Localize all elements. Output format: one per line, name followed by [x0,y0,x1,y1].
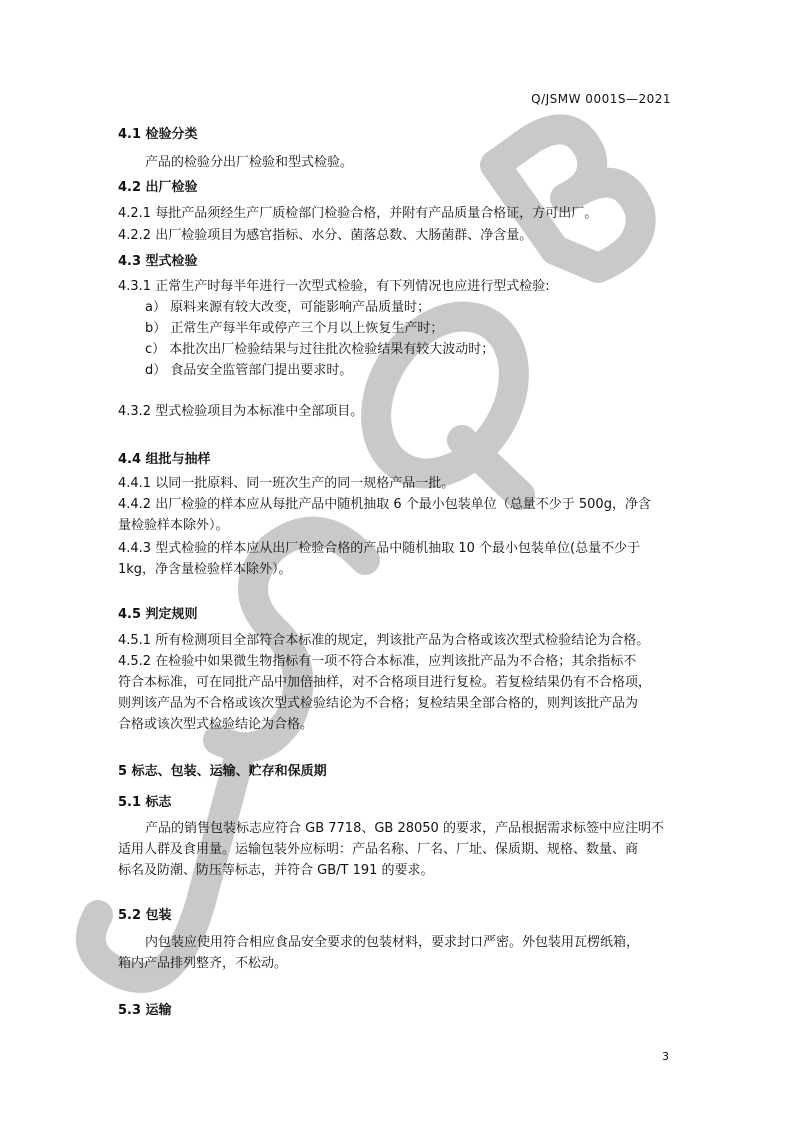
paragraph-cont: 适用人群及食用量。运输包装外应标明：产品名称、厂名、厂址、保质期、规格、数量、商 [118,842,639,857]
paragraph-cont: 标名及防潮、防压等标志，并符合 GB/T 191 的要求。 [118,863,434,878]
clause-4-2-1: 4.2.1 每批产品须经生产厂质检部门检验合格，并附有产品质量合格证，方可出厂。 [118,206,598,221]
list-item-a: a） 原料来源有较大改变，可能影响产品质量时； [145,300,431,315]
clause-4-4-2: 4.4.2 出厂检验的样本应从每批产品中随机抽取 6 个最小包装单位（总量不少于 500g，净含 [118,497,651,512]
clause-4-3-1: 4.3.1 正常生产时每半年进行一次型式检验，有下列情况也应进行型式检验: [118,279,550,294]
paragraph: 产品的检验分出厂检验和型式检验。 [145,155,354,170]
section-heading-4-1: 4.1 检验分类 [118,127,198,142]
list-item-c: c） 本批次出厂检验结果与过往批次检验结果有较大波动时； [145,342,495,357]
list-item-d: d） 食品安全监管部门提出要求时。 [145,363,353,378]
clause-4-5-2-cont: 符合本标准，可在同批产品中加倍抽样，对不合格项目进行复检。若复检结果仍有不合格项， [118,675,652,690]
section-heading-4-3: 4.3 型式检验 [118,254,198,269]
page-number: 3 [662,1050,669,1063]
clause-4-3-2: 4.3.2 型式检验项目为本标准中全部项目。 [118,404,364,419]
chapter-heading-5: 5 标志、包装、运输、贮存和保质期 [118,764,327,779]
section-heading-5-2: 5.2 包装 [118,908,172,923]
clause-4-4-3: 4.4.3 型式检验的样本应从出厂检验合格的产品中随机抽取 10 个最小包装单位(总量不少于 [118,541,641,556]
clause-4-5-2-cont: 合格或该次型式检验结论为合格。 [118,717,314,732]
list-item-b: b） 正常生产每半年或停产三个月以上恢复生产时； [145,321,444,336]
clause-4-5-2: 4.5.2 在检验中如果微生物指标有一项不符合本标准，应判该批产品为不合格；其余指标不 [118,654,637,669]
clause-4-4-2-cont: 量检验样本除外）。 [118,518,229,533]
document-code-header: Q/JSMW 0001S—2021 [531,92,671,106]
clause-4-5-2-cont: 则判该产品为不合格或该次型式检验结论为不合格；复检结果全部合格的，则判该批产品为 [118,696,639,711]
clause-4-5-1: 4.5.1 所有检测项目全部符合本标准的规定，判该批产品为合格或该次型式检验结论为合格。 [118,633,650,648]
paragraph-cont: 箱内产品排列整齐，不松动。 [118,956,288,971]
clause-4-4-1: 4.4.1 以同一批原料、同一班次生产的同一规格产品一批。 [118,476,455,491]
section-heading-4-5: 4.5 判定规则 [118,607,198,622]
clause-4-2-2: 4.2.2 出厂检验项目为感官指标、水分、菌落总数、大肠菌群、净含量。 [118,228,533,243]
section-heading-4-4: 4.4 组批与抽样 [118,452,211,467]
paragraph: 产品的销售包装标志应符合 GB 7718、GB 28050 的要求，产品根据需求标签中应注明不 [145,821,664,836]
section-heading-5-3: 5.3 运输 [118,1003,172,1018]
section-heading-4-2: 4.2 出厂检验 [118,180,198,195]
paragraph: 内包装应使用符合相应食品安全要求的包装材料，要求封口严密。外包装用瓦楞纸箱， [145,935,640,950]
section-heading-5-1: 5.1 标志 [118,795,172,810]
clause-4-4-3-cont: 1kg，净含量检验样本除外）。 [118,562,292,577]
